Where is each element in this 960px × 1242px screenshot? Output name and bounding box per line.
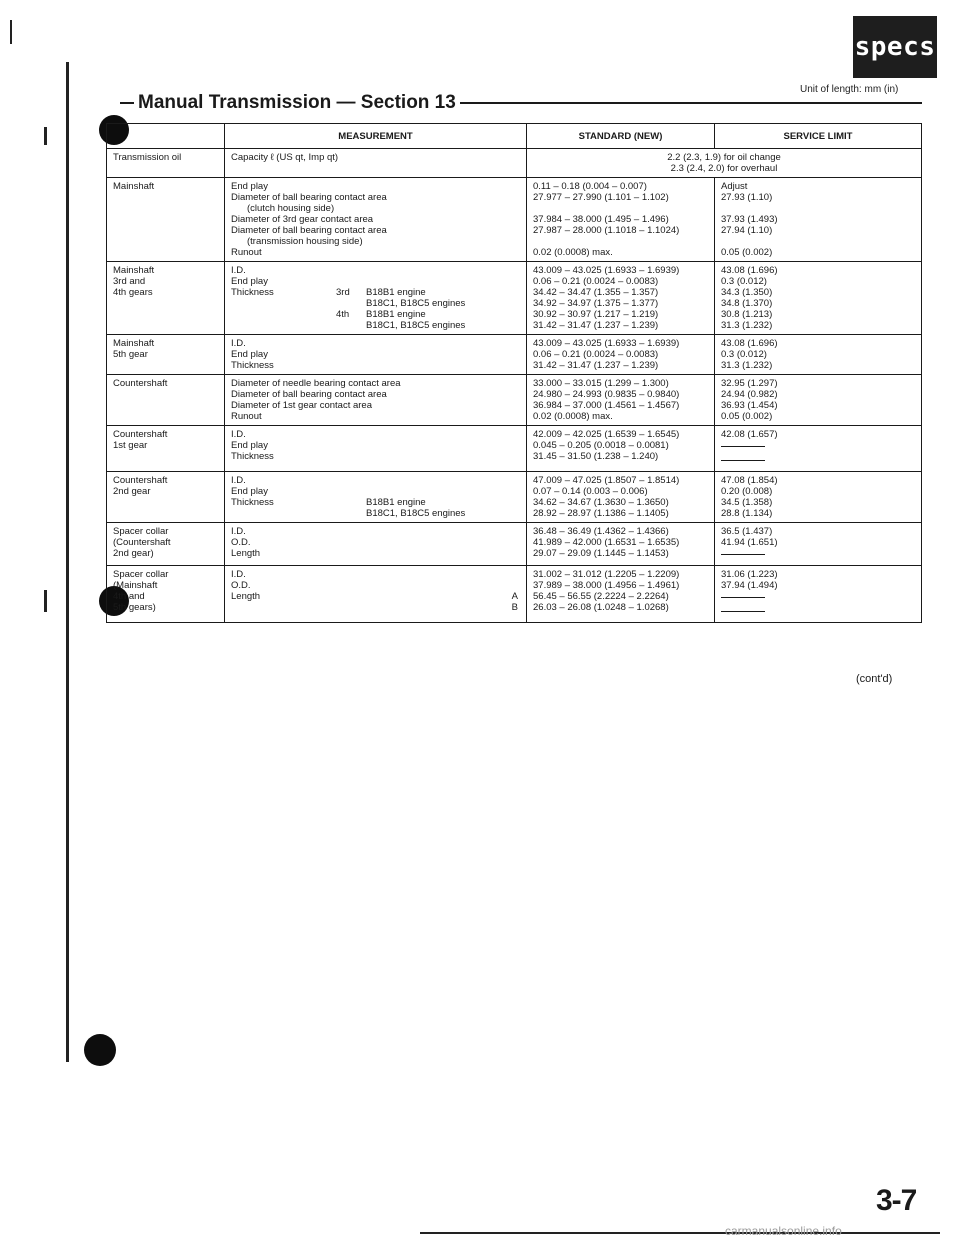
section-title: Manual Transmission — Section 13	[134, 92, 460, 114]
row-measurement: I.D. End play Thickness	[225, 335, 527, 375]
row-measurement: I.D. End play Thickness 3rd B18B1 engine B18C1, B18C5 engines 4th B18B1 engine B18C1, B18C5 engines	[225, 262, 527, 335]
scan-bottom-edge	[420, 1232, 940, 1234]
row-item: Mainshaft 3rd and 4th gears	[107, 262, 225, 335]
row-item: Spacer collar (Countershaft 2nd gear)	[107, 523, 225, 566]
row-item: Spacer collar (Mainshaft 4th and 5th gears)	[107, 566, 225, 623]
watermark: carmanualsonline.info	[725, 1224, 842, 1238]
binding-hole-bottom	[84, 1034, 116, 1066]
row-item: Countershaft 1st gear	[107, 426, 225, 472]
row-measurement: Capacity ℓ (US qt, Imp qt)	[225, 149, 527, 178]
row-item: Transmission oil	[107, 149, 225, 178]
no-limit-dash	[721, 440, 765, 447]
header-measurement: MEASUREMENT	[225, 124, 527, 149]
scan-edge-mark	[44, 590, 47, 612]
row-service: 42.08 (1.657)	[715, 426, 922, 472]
no-limit-dash	[721, 591, 765, 598]
row-standard: 0.11 – 0.18 (0.004 – 0.007) 27.977 – 27.990 (1.101 – 1.102) 37.984 – 38.000 (1.495 – 1.496) 27.987 – 28.000 (1.1018 – 1.1024) 0.02 (0.0008) max.	[527, 178, 715, 262]
table-row	[107, 262, 922, 335]
row-measurement: I.D. End play Thickness B18B1 engine B18C1, B18C5 engines	[225, 472, 527, 523]
no-limit-dash	[721, 548, 765, 555]
continued-note: (cont'd)	[856, 673, 893, 685]
row-service: 47.08 (1.854) 0.20 (0.008) 34.5 (1.358) 28.8 (1.134)	[715, 472, 922, 523]
table-row	[107, 472, 922, 523]
row-item: Countershaft 2nd gear	[107, 472, 225, 523]
table-row	[107, 335, 922, 375]
row-measurement: Diameter of needle bearing contact area Diameter of ball bearing contact area Diameter of 1st gear contact area Runout	[225, 375, 527, 426]
row-standard: 47.009 – 47.025 (1.8507 – 1.8514) 0.07 – 0.14 (0.003 – 0.006) 34.62 – 34.67 (1.3630 – 1.3650) 28.92 – 28.97 (1.1386 – 1.1405)	[527, 472, 715, 523]
header-blank	[107, 124, 225, 149]
row-service: 31.06 (1.223) 37.94 (1.494)	[715, 566, 922, 623]
row-measurement: I.D. End play Thickness	[225, 426, 527, 472]
table-header-row	[107, 124, 922, 149]
row-measurement: I.D. O.D. Length A B	[225, 566, 527, 623]
table-row	[107, 375, 922, 426]
row-measurement: I.D. O.D. Length	[225, 523, 527, 566]
row-item: Mainshaft 5th gear	[107, 335, 225, 375]
row-service: Adjust 27.93 (1.10) 37.93 (1.493) 27.94 (1.10) 0.05 (0.002)	[715, 178, 922, 262]
header-standard: STANDARD (NEW)	[527, 124, 715, 149]
row-service: 43.08 (1.696) 0.3 (0.012) 31.3 (1.232)	[715, 335, 922, 375]
row-service: 36.5 (1.437) 41.94 (1.651)	[715, 523, 922, 566]
row-measurement: End play Diameter of ball bearing contact area (clutch housing side) Diameter of 3rd gear contact area Diameter of ball bearing contact area (transmission housing side) Runout	[225, 178, 527, 262]
row-standard: 42.009 – 42.025 (1.6539 – 1.6545) 0.045 – 0.205 (0.0018 – 0.0081) 31.45 – 31.50 (1.238 – 1.240)	[527, 426, 715, 472]
table-row	[107, 566, 922, 623]
table-row	[107, 178, 922, 262]
row-standard: 43.009 – 43.025 (1.6933 – 1.6939) 0.06 – 0.21 (0.0024 – 0.0083) 34.42 – 34.47 (1.355 – 1.357) 34.92 – 34.97 (1.375 – 1.377) 30.92 – 30.97 (1.217 – 1.219) 31.42 – 31.47 (1.237 – 1.239)	[527, 262, 715, 335]
scan-edge-mark	[10, 20, 12, 44]
row-standard: 2.2 (2.3, 1.9) for oil change 2.3 (2.4, 2.0) for overhaul	[527, 149, 922, 178]
row-item: Mainshaft	[107, 178, 225, 262]
row-service: 32.95 (1.297) 24.94 (0.982) 36.93 (1.454) 0.05 (0.002)	[715, 375, 922, 426]
no-limit-dash	[721, 454, 765, 461]
row-standard: 43.009 – 43.025 (1.6933 – 1.6939) 0.06 – 0.21 (0.0024 – 0.0083) 31.42 – 31.47 (1.237 – 1.239)	[527, 335, 715, 375]
header-service-limit: SERVICE LIMIT	[715, 124, 922, 149]
specs-badge: specs	[853, 16, 937, 78]
row-standard: 31.002 – 31.012 (1.2205 – 1.2209) 37.989 – 38.000 (1.4956 – 1.4961) 56.45 – 56.55 (2.2224 – 2.2264) 26.03 – 26.08 (1.0248 – 1.0268)	[527, 566, 715, 623]
row-item: Countershaft	[107, 375, 225, 426]
scan-edge-mark	[44, 127, 47, 145]
row-standard: 33.000 – 33.015 (1.299 – 1.300) 24.980 – 24.993 (0.9835 – 0.9840) 36.984 – 37.000 (1.4561 – 1.4567) 0.02 (0.0008) max.	[527, 375, 715, 426]
no-limit-dash	[721, 605, 765, 612]
table-row	[107, 149, 922, 178]
table-row	[107, 426, 922, 472]
unit-note: Unit of length: mm (in)	[800, 84, 899, 95]
spec-table	[106, 123, 922, 623]
table-row	[107, 523, 922, 566]
row-service: 43.08 (1.696) 0.3 (0.012) 34.3 (1.350) 34.8 (1.370) 30.8 (1.213) 31.3 (1.232)	[715, 262, 922, 335]
page-number: 3-7	[876, 1184, 917, 1217]
scan-edge-mark	[66, 62, 69, 1062]
row-standard: 36.48 – 36.49 (1.4362 – 1.4366) 41.989 – 42.000 (1.6531 – 1.6535) 29.07 – 29.09 (1.1445 – 1.1453)	[527, 523, 715, 566]
